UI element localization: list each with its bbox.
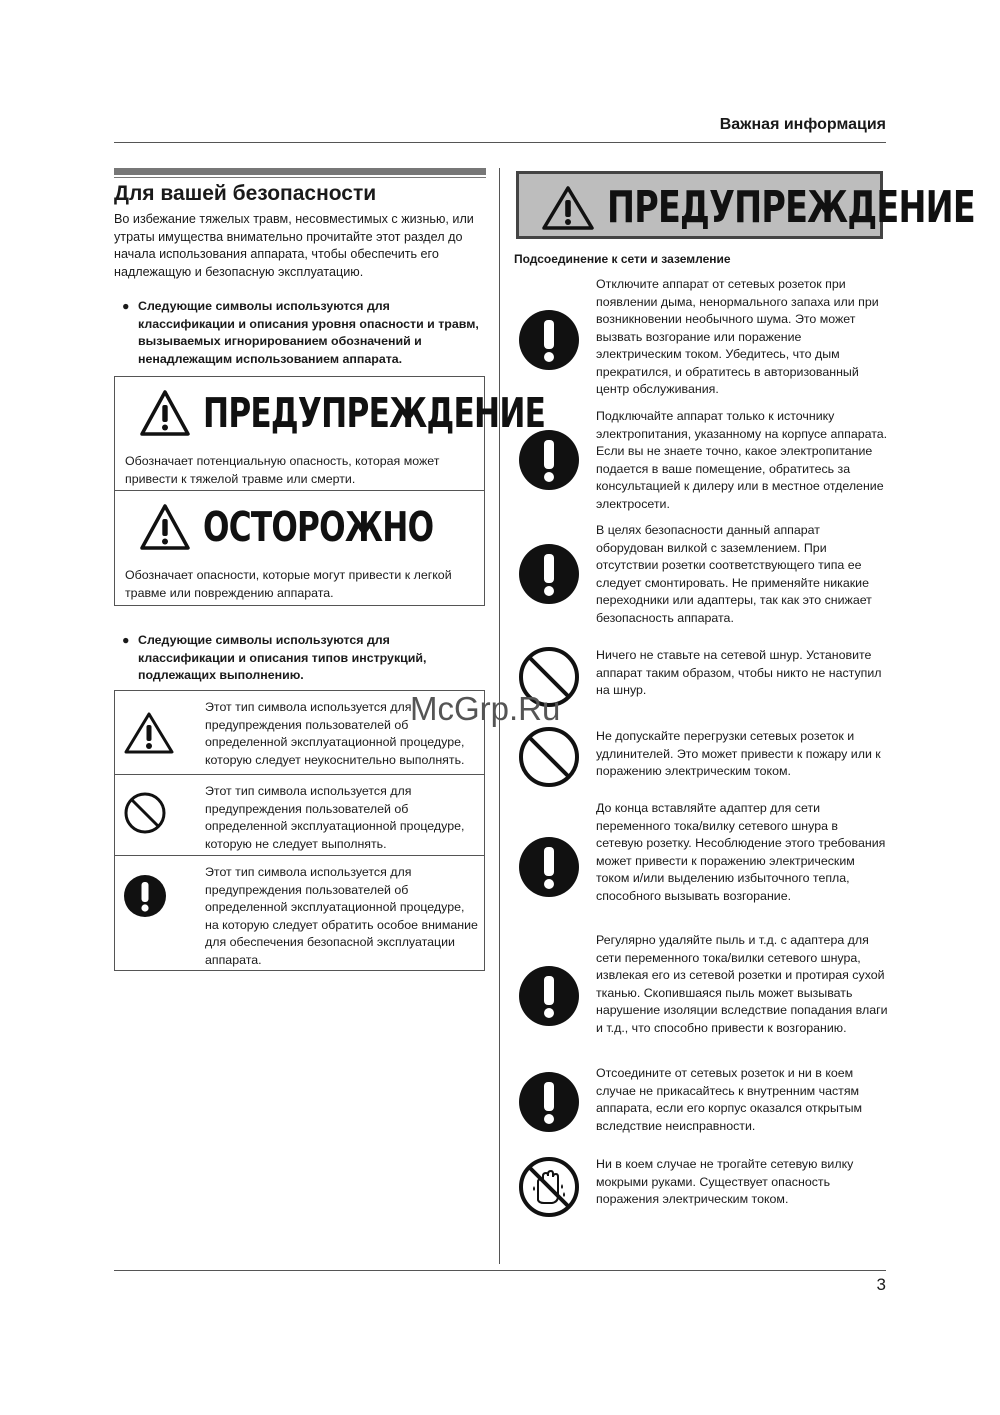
page-number: 3 (876, 1275, 886, 1294)
signal-word-warning: ПРЕДУПРЕЖДЕНИЕ (203, 389, 546, 437)
warning-triangle-icon (139, 503, 191, 551)
subsection-heading: Подсоединение к сети и заземление (514, 252, 731, 266)
section-bar (114, 168, 486, 175)
safety-item: Ни в коем случае не трогайте сетевую вилку мокрыми руками. Существует опасность поражения электрическим током. (596, 1157, 854, 1206)
symbol-description: Этот тип символа используется для предупреждения пользователей об определенной эксплуатационной процедуре, на которую следует обратить особое внимание для обеспечения безопасной эксплуатации аппарата. (205, 865, 478, 967)
warning-banner (516, 171, 975, 239)
bullet-dot: ● (122, 299, 130, 313)
safety-item: Ничего не ставьте на сетевой шнур. Установите аппарат таким образом, чтобы никто не наступил на шнур. (596, 648, 882, 697)
no-wet-hands-icon (518, 1156, 580, 1218)
section-title: Для вашей безопасности (114, 182, 377, 205)
safety-item: Отсоедините от сетевых розеток и ни в коем случае не прикасайтесь к внутренним частям аппарата, если его корпус оказался открытым вследствие неисправности. (596, 1066, 863, 1133)
warning-triangle-icon (139, 389, 191, 437)
intro-paragraph: Во избежание тяжелых травм, несовместимых с жизнью, или утраты имущества внимательно прочитайте этот раздел до начала использования аппарата, чтобы обеспечить его надлежащую и безопасную эксплуатацию. (114, 212, 474, 279)
mandatory-icon (518, 836, 580, 898)
safety-item: До конца вставляйте адаптер для сети переменного тока/вилку сетевого шнура в сетевую розетку. Несоблюдение этого требования может привести к поражению электрическим током и/или выделению избыточного тепла, способного вызывать возгорание. (596, 801, 886, 903)
mandatory-icon (123, 874, 167, 918)
section-bar-thin (114, 177, 486, 178)
watermark: McGrp.Ru (410, 690, 561, 727)
header-divider (114, 142, 886, 143)
bullet-text: Следующие символы используются для классификации и описания уровня опасности и травм, вызываемых игнорированием обозначений и ненадлежащим использованием аппарата. (138, 299, 479, 366)
bullet-dot: ● (122, 633, 130, 647)
mandatory-icon (518, 543, 580, 605)
warning-triangle-icon (123, 711, 175, 755)
prohibition-icon (123, 791, 167, 835)
signal-warning-description: Обозначает потенциальную опасность, которая может привести к тяжелой травме или смерти. (125, 454, 440, 486)
symbol-row (115, 855, 484, 970)
safety-item: Не допускайте перегрузки сетевых розеток и удлинителей. Это может привести к пожару или к поражению электрическим током. (596, 729, 881, 778)
warning-triangle-icon (541, 185, 595, 231)
safety-item: Подключайте аппарат только к источнику электропитания, указанному на корпусе аппарата. Если вы не знаете точно, какое электропитание подается в ваше помещение, обратитесь за консультацией к дилеру или в местное отделение электросети. (596, 409, 888, 511)
mandatory-icon (518, 965, 580, 1027)
signal-word-caution: ОСТОРОЖНО (203, 503, 434, 551)
bullet-text: Следующие символы используются для классификации и описания типов инструкций, подлежащих выполнению. (138, 633, 427, 682)
mandatory-icon (518, 1071, 580, 1133)
symbol-table (114, 690, 485, 971)
bullet-signal-words (122, 298, 484, 368)
symbol-description: Этот тип символа используется для предупреждения пользователей об определенной эксплуатационной процедуре, которую не следует выполнять. (205, 784, 465, 851)
footer-divider (114, 1270, 886, 1271)
mandatory-icon (518, 429, 580, 491)
signal-caution-description: Обозначает опасности, которые могут привести к легкой травме или повреждению аппарата. (125, 568, 452, 600)
page-header-title: Важная информация (719, 116, 886, 133)
safety-item: Отключите аппарат от сетевых розеток при появлении дыма, ненормального запаха или при возникновении необычного шума. Это может вызвать возгорание или поражение электрическим током. Убедитесь, что дым прекратился, и обратитесь в авторизованный центр обслуживания. (596, 277, 879, 396)
safety-item: Регулярно удаляйте пыль и т.д. с адаптера для сети переменного тока/вилки сетевого шнура, извлекая его из сетевой розетки и протирая сухой тканью. Скопившаяся пыль может вызывать нарушение изоляции вследствие попадания влаги и т.д., что способно привести к возгоранию. (596, 933, 888, 1035)
safety-item: В целях безопасности данный аппарат оборудован вилкой с заземлением. При отсутствии розетки соответствующего типа ее следует смонтировать. Не применяйте никакие переходники или адаптеры, так как это снижает безопасность аппарата. (596, 523, 872, 625)
bullet-symbol-types (122, 632, 484, 685)
signal-warning-box (114, 376, 546, 491)
symbol-row (115, 774, 484, 855)
signal-caution-box (114, 490, 485, 606)
prohibition-icon (518, 726, 580, 788)
banner-word: ПРЕДУПРЕЖДЕНИЕ (607, 182, 975, 233)
symbol-description: Этот тип символа используется для предупреждения пользователей об определенной эксплуатационной процедуре, которую следует неукоснительно выполнять. (205, 700, 465, 767)
mandatory-icon (518, 309, 580, 371)
